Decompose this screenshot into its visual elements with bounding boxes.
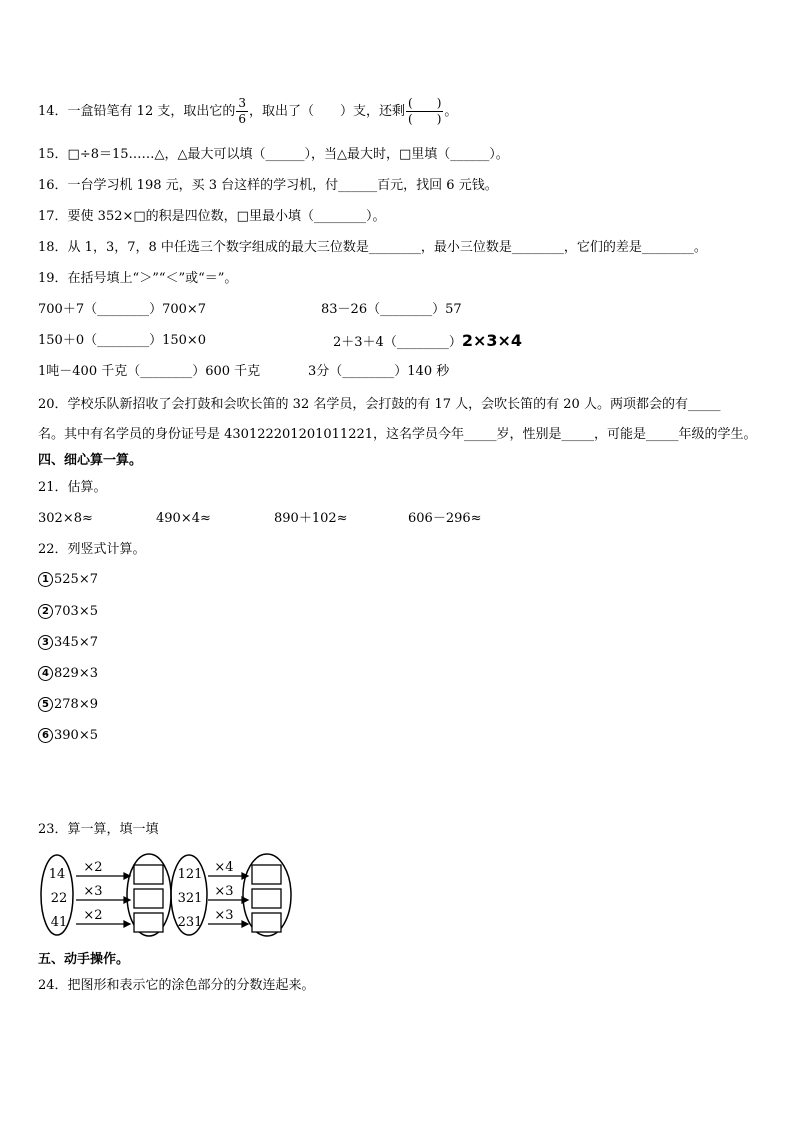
left-answer-box-1[interactable] xyxy=(134,865,163,884)
right-mapping xyxy=(171,854,291,936)
estimate-item-2: 490×4≈ xyxy=(156,511,211,526)
left-num-2: 22 xyxy=(50,891,68,906)
vertical-calc-6 xyxy=(38,727,98,745)
left-op-1: ×2 xyxy=(83,860,103,875)
calc-expression: 345×7 xyxy=(54,635,98,650)
right-answer-box-3[interactable] xyxy=(252,913,281,932)
estimate-item-3: 890＋102≈ xyxy=(274,511,348,526)
left-op-3: ×2 xyxy=(83,908,103,923)
calc-expression: 278×9 xyxy=(54,697,98,712)
circled-number: 1 xyxy=(38,572,53,587)
section-4-heading: 四、细心算一算。 xyxy=(38,453,143,468)
circled-number: 5 xyxy=(38,697,53,712)
right-op-1: ×4 xyxy=(214,860,234,875)
compare-row2-right-big: 2×3×4 xyxy=(461,331,523,350)
q14-text-a: 14．一盒铅笔有 12 支，取出它的 xyxy=(38,104,236,119)
compare-row2-right xyxy=(333,332,522,352)
compare-row1-left: 700＋7（________）700×7 xyxy=(38,302,207,317)
fraction-numerator: 3 xyxy=(238,96,246,110)
vertical-calc-1 xyxy=(38,571,98,589)
right-op-3: ×3 xyxy=(214,908,234,923)
question-15: 15．□÷8＝15……△，△最大可以填（______），当△最大时，□里填（______）。 xyxy=(38,147,509,162)
calc-expression: 703×5 xyxy=(54,604,98,619)
q14-text-b: ，取出了（ ）支，还剩 xyxy=(249,104,406,119)
question-17: 17．要使 352×□的积是四位数，□里最小填（________）。 xyxy=(38,209,386,224)
right-num-2: 321 xyxy=(177,891,203,906)
compare-row2-left: 150＋0（________）150×0 xyxy=(38,333,207,348)
left-num-3: 41 xyxy=(50,915,68,930)
question-16: 16．一台学习机 198 元，买 3 台这样的学习机，付______百元，找回 6 元钱。 xyxy=(38,178,498,193)
calc-expression: 829×3 xyxy=(54,666,98,681)
question-18: 18．从 1，3，7，8 中任选三个数字组成的最大三位数是________，最小三位数是________，它们的差是________。 xyxy=(38,240,707,255)
left-op-2: ×3 xyxy=(83,884,103,899)
vertical-calc-4 xyxy=(38,665,98,683)
left-mapping xyxy=(41,854,171,936)
fraction-three-sixths xyxy=(236,96,248,127)
answer-fraction-blank[interactable] xyxy=(406,96,443,127)
right-answer-box-1[interactable] xyxy=(252,865,281,884)
fraction-denominator: 6 xyxy=(238,112,246,126)
circled-number: 4 xyxy=(38,666,53,681)
question-22-title: 22．列竖式计算。 xyxy=(38,542,146,557)
question-24: 24．把图形和表示它的涂色部分的分数连起来。 xyxy=(38,978,315,993)
question-21-title: 21．估算。 xyxy=(38,480,107,495)
calc-expression: 390×5 xyxy=(54,728,98,743)
estimate-item-4: 606－296≈ xyxy=(408,511,482,526)
left-answer-box-2[interactable] xyxy=(134,889,163,908)
estimate-item-1: 302×8≈ xyxy=(38,511,93,526)
question-20-line1: 20．学校乐队新招收了会打鼓和会吹长笛的 32 名学员，会打鼓的有 17 人，会吹长笛的有 20 人。两项都会的有_____ xyxy=(38,397,721,412)
compare-row3-left: 1吨－400 千克（________）600 千克 xyxy=(38,364,261,379)
vertical-calc-3 xyxy=(38,634,98,652)
section-5-heading: 五、动手操作。 xyxy=(38,952,130,967)
mapping-diagram xyxy=(38,852,308,938)
question-14 xyxy=(38,96,457,127)
answer-numerator-blank[interactable]: ( ) xyxy=(408,96,442,110)
circled-number: 6 xyxy=(38,728,53,743)
circled-number: 2 xyxy=(38,604,53,619)
q14-text-c: 。 xyxy=(444,104,458,119)
left-answer-box-3[interactable] xyxy=(134,913,163,932)
right-num-3: 231 xyxy=(177,915,203,930)
calc-expression: 525×7 xyxy=(54,572,98,587)
left-num-1: 14 xyxy=(48,867,66,882)
question-23-title: 23．算一算，填一填 xyxy=(38,822,159,837)
question-20-line2: 名。其中有名学员的身份证号是 430122201201011221，这名学员今年_____岁，性别是_____，可能是_____年级的学生。 xyxy=(38,427,757,442)
compare-row2-right-text: 2＋3＋4（________） xyxy=(333,335,462,350)
vertical-calc-5 xyxy=(38,696,98,714)
compare-row1-right: 83－26（________）57 xyxy=(321,302,462,317)
circled-number: 3 xyxy=(38,635,53,650)
vertical-calc-2 xyxy=(38,603,98,621)
right-op-2: ×3 xyxy=(214,884,234,899)
right-num-1: 121 xyxy=(177,867,203,882)
compare-row3-right: 3分（________）140 秒 xyxy=(308,364,450,379)
right-answer-box-2[interactable] xyxy=(252,889,281,908)
question-19-title: 19．在括号填上“＞”“＜”或“＝”。 xyxy=(38,271,238,286)
answer-denominator-blank[interactable]: ( ) xyxy=(408,112,442,126)
